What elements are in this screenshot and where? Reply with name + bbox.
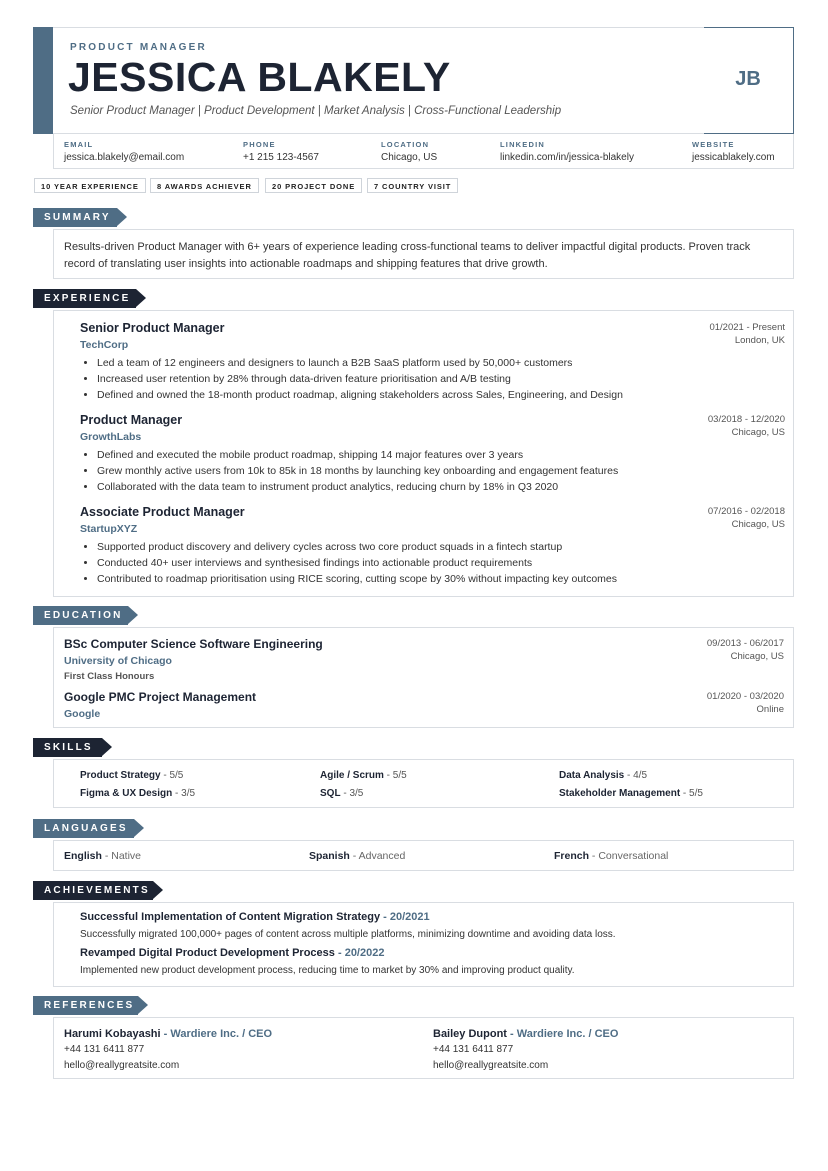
skill-item xyxy=(320,788,363,799)
job-dates: 03/2018 - 12/2020 xyxy=(707,414,785,425)
education-entry xyxy=(64,637,784,682)
education-location: Online xyxy=(756,704,784,715)
reference-entry xyxy=(433,1026,618,1074)
bullet-item: • Collaborated with the data team to instrument product analytics, reducing churn by 18% in Q3 2020 xyxy=(97,479,785,495)
contact-linkedin xyxy=(500,140,634,163)
experience-entry xyxy=(80,413,785,495)
reference-org: - Wardiere Inc. / CEO xyxy=(160,1028,273,1040)
job-title: Senior Product Manager xyxy=(80,321,225,335)
section-tag-references: REFERENCES xyxy=(33,996,138,1015)
contact-location xyxy=(381,140,437,163)
section-tag-summary: SUMMARY xyxy=(33,208,117,227)
skill-item xyxy=(80,788,195,799)
bullet-item: • Contributed to roadmap prioritisation using RICE scoring, cutting scope by 30% without impacting key outcomes xyxy=(97,571,785,587)
achievement-desc: Successfully migrated 100,000+ pages of content across multiple platforms, minimizing downtime and avoiding data loss. xyxy=(80,929,616,940)
section-tag-achievements: ACHIEVEMENTS xyxy=(33,881,153,900)
skill-level: - 3/5 xyxy=(172,788,196,799)
degree-note: First Class Honours xyxy=(64,671,155,682)
experience-box xyxy=(53,310,794,597)
skill-level: - 4/5 xyxy=(624,770,648,781)
job-meta xyxy=(708,413,785,439)
achievement-name: Successful Implementation of Content Migration Strategy xyxy=(80,911,381,923)
education-dates: 01/2020 - 03/2020 xyxy=(706,691,784,702)
skill-name: Data Analysis xyxy=(559,770,625,781)
languages-box xyxy=(53,840,794,871)
skill-item xyxy=(559,770,647,781)
education-dates: 09/2013 - 06/2017 xyxy=(706,638,784,649)
references-box xyxy=(53,1017,794,1079)
achievement-title xyxy=(80,947,785,959)
job-meta xyxy=(709,321,785,347)
achievement-entry xyxy=(80,947,785,976)
skill-name: Figma & UX Design xyxy=(80,788,173,799)
bullet-item: • Defined and executed the mobile product roadmap, shipping 14 major features over 3 years xyxy=(97,447,785,463)
badge-experience: 10 YEAR EXPERIENCE xyxy=(34,178,146,193)
skills-box xyxy=(53,759,794,808)
initials: JB xyxy=(735,68,761,90)
institution-name: Google xyxy=(64,708,101,720)
skill-level: - 5/5 xyxy=(680,788,703,799)
bullet-item: • Grew monthly active users from 10k to 85k in 18 months by launching key onboarding and engagement features xyxy=(97,463,785,479)
education-box xyxy=(53,627,794,728)
language-item xyxy=(64,850,141,862)
language-level: - Conversational xyxy=(589,850,669,862)
job-location: Chicago, US xyxy=(731,519,785,530)
badge-countries: 7 COUNTRY VISIT xyxy=(367,178,458,193)
section-tag-skills: SKILLS xyxy=(33,738,102,757)
website-link[interactable]: jessicablakely.com xyxy=(692,152,775,163)
job-title: Associate Product Manager xyxy=(80,505,245,519)
contact-label: PHONE xyxy=(243,140,276,149)
job-bullets xyxy=(80,447,785,495)
section-tag-education: EDUCATION xyxy=(33,606,128,625)
reference-email[interactable]: hello@reallygreatsite.com xyxy=(433,1060,549,1071)
email-value[interactable]: jessica.blakely@email.com xyxy=(64,152,185,163)
language-level: - Advanced xyxy=(349,850,406,862)
language-name: English xyxy=(64,850,102,862)
degree-title: BSc Computer Science Software Engineering xyxy=(64,637,323,651)
institution-name: University of Chicago xyxy=(64,655,172,667)
company-name: GrowthLabs xyxy=(80,431,142,443)
candidate-name: JESSICA BLAKELY xyxy=(68,54,451,100)
bullet-item: • Conducted 40+ user interviews and synthesised findings into actionable product requirements xyxy=(97,555,785,571)
reference-name xyxy=(64,1026,272,1042)
job-location: Chicago, US xyxy=(731,427,785,438)
summary-text: Results-driven Product Manager with 6+ years of experience leading cross-functional teams to deliver impactful digital products. Proven track record of translating user insights into actionable roadmaps and shipping features that drive growth. xyxy=(64,241,751,270)
tagline: Senior Product Manager | Product Development | Market Analysis | Cross-Functional Leadership xyxy=(70,105,562,117)
contact-label: LOCATION xyxy=(381,140,430,149)
reference-phone: +44 131 6411 877 xyxy=(64,1044,145,1055)
location-value: Chicago, US xyxy=(381,152,438,163)
badge-awards: 8 AWARDS ACHIEVER xyxy=(150,178,259,193)
company-name: TechCorp xyxy=(80,339,129,351)
initials-box xyxy=(704,27,794,134)
skill-level: - 3/5 xyxy=(340,788,364,799)
reference-name xyxy=(433,1026,618,1042)
job-dates: 07/2016 - 02/2018 xyxy=(707,506,785,517)
education-location: Chicago, US xyxy=(730,651,784,662)
achievements-box xyxy=(53,902,794,987)
contact-phone xyxy=(243,140,319,163)
language-name: French xyxy=(554,850,590,862)
skill-name: Agile / Scrum xyxy=(320,770,384,781)
bullet-item: • Defined and owned the 18-month product roadmap, aligning stakeholders across Sales, Engineering, and Design xyxy=(97,387,785,403)
resume-header xyxy=(33,27,793,134)
summary-box xyxy=(53,229,794,279)
header-accent-bar xyxy=(33,27,53,134)
achievement-name: Revamped Digital Product Development Process xyxy=(80,947,335,959)
achievement-desc: Implemented new product development process, reducing time to market by 30% and improving product quality. xyxy=(80,965,575,976)
linkedin-link[interactable]: linkedin.com/in/jessica-blakely xyxy=(500,152,634,163)
reference-org: - Wardiere Inc. / CEO xyxy=(506,1028,619,1040)
contact-email xyxy=(64,140,184,163)
contact-label: EMAIL xyxy=(64,140,94,149)
job-meta xyxy=(708,505,785,531)
job-bullets xyxy=(80,539,785,587)
language-item xyxy=(309,850,405,862)
skill-item xyxy=(320,770,407,781)
skill-level: - 5/5 xyxy=(160,770,184,781)
skill-item xyxy=(80,770,183,781)
company-name: StartupXYZ xyxy=(80,523,138,535)
reference-person: Harumi Kobayashi xyxy=(64,1028,161,1040)
experience-entry xyxy=(80,505,785,587)
language-item xyxy=(554,850,668,862)
job-bullets xyxy=(80,355,785,403)
section-tag-experience: EXPERIENCE xyxy=(33,289,136,308)
language-level: - Native xyxy=(101,850,142,862)
skill-level: - 5/5 xyxy=(383,770,407,781)
reference-email[interactable]: hello@reallygreatsite.com xyxy=(64,1060,180,1071)
bullet-item: • Led a team of 12 engineers and designers to launch a B2B SaaS platform used by 50,000+ customers xyxy=(97,355,785,371)
job-dates: 01/2021 - Present xyxy=(709,322,785,333)
education-meta xyxy=(707,637,784,663)
achievement-year: - 20/2022 xyxy=(334,947,385,959)
reference-phone: +44 131 6411 877 xyxy=(433,1044,514,1055)
skill-name: SQL xyxy=(320,788,341,799)
achievement-title xyxy=(80,911,785,923)
bullet-item: • Increased user retention by 28% through data-driven feature prioritisation and A/B testing xyxy=(97,371,785,387)
skill-name: Stakeholder Management xyxy=(559,788,681,799)
language-name: Spanish xyxy=(309,850,350,862)
achievement-year: - 20/2021 xyxy=(380,911,430,923)
badge-projects: 20 PROJECT DONE xyxy=(265,178,362,193)
contact-row xyxy=(53,134,794,169)
bullet-item: • Supported product discovery and delivery cycles across two core product squads in a fintech startup xyxy=(97,539,785,555)
contact-website xyxy=(692,140,775,163)
section-tag-languages: LANGUAGES xyxy=(33,819,134,838)
job-location: London, UK xyxy=(734,335,785,346)
contact-label: WEBSITE xyxy=(692,140,735,149)
skill-name: Product Strategy xyxy=(80,770,161,781)
contact-label: LINKEDIN xyxy=(500,140,546,149)
skill-item xyxy=(559,788,703,799)
job-title: Product Manager xyxy=(80,413,183,427)
job-role: PRODUCT MANAGER xyxy=(70,42,207,53)
education-entry xyxy=(64,690,784,720)
experience-entry xyxy=(80,321,785,403)
achievement-entry xyxy=(80,911,785,940)
reference-person: Bailey Dupont xyxy=(433,1028,507,1040)
education-meta xyxy=(707,690,784,716)
degree-title: Google PMC Project Management xyxy=(64,690,257,704)
phone-value: +1 215 123-4567 xyxy=(243,152,319,163)
reference-entry xyxy=(64,1026,272,1074)
